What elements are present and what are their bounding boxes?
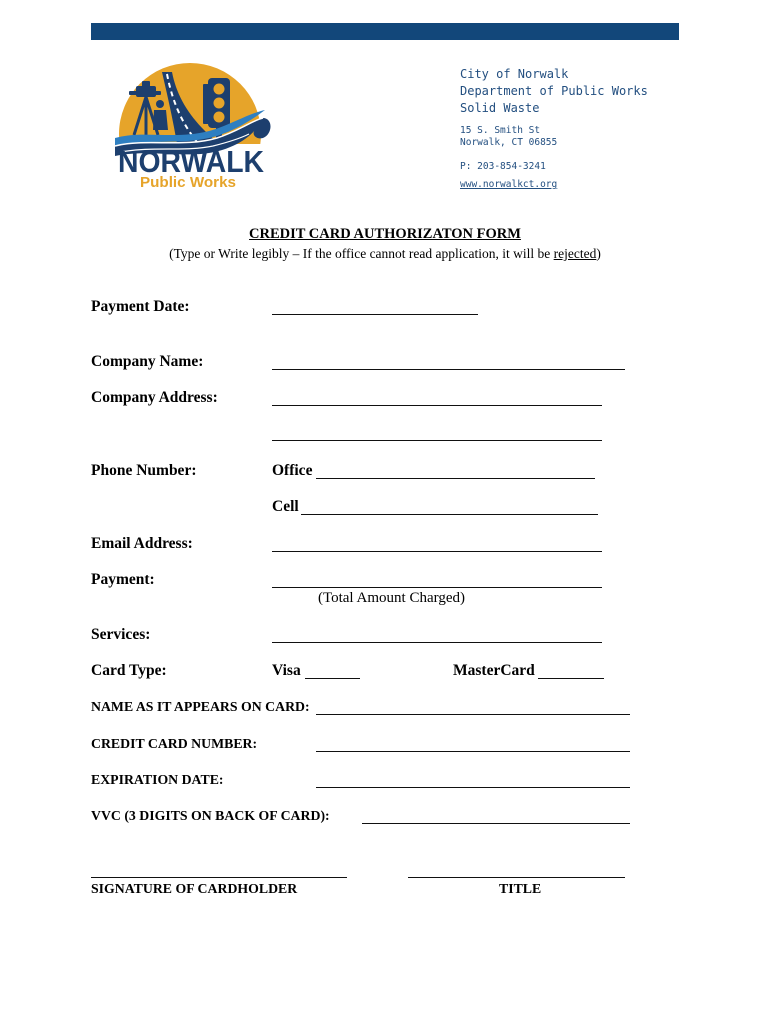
services-label: Services: [91,626,151,643]
total-amount-note: (Total Amount Charged) [318,590,465,606]
header-bar [91,23,679,40]
traffic-light-lamp-middle [214,98,225,109]
traffic-light-lamp-bottom [214,112,225,123]
org-city: City of Norwalk [460,67,569,81]
vvc-label: VVC (3 DIGITS ON BACK OF CARD): [91,808,330,823]
email-address-label: Email Address: [91,535,193,552]
surveyor-body [153,110,168,130]
norwalk-public-works-logo [113,58,273,194]
traffic-light-lamp-top [214,84,225,95]
expiration-date-field[interactable] [316,772,630,788]
logo-subtitle: Public Works [140,174,236,191]
payment-label: Payment: [91,571,155,588]
theodolite-body [136,86,156,97]
mastercard-option-label: MasterCard [453,662,535,679]
services-field[interactable] [272,627,602,643]
name-on-card-field[interactable] [316,699,630,715]
org-street: 15 S. Smith St [460,125,541,136]
visa-option-label: Visa [272,662,301,679]
instructions-text: (Type or Write legibly – If the office cannot read application, it will be [169,246,554,261]
surveyor-head [156,100,164,108]
office-phone-label: Office [272,462,313,479]
company-address-line1-field[interactable] [272,390,602,406]
phone-number-label: Phone Number: [91,462,197,479]
form-title [0,225,770,243]
payment-date-field[interactable] [272,299,478,315]
form-instructions [0,245,770,263]
org-department: Department of Public Works [460,84,648,98]
theodolite-knob [142,81,150,87]
cell-phone-label: Cell [272,498,299,515]
org-phone: P: 203-854-3241 [460,161,546,172]
payment-date-label: Payment Date: [91,298,190,315]
visa-option-field[interactable] [305,663,360,679]
card-number-field[interactable] [316,736,630,752]
expiration-date-label: EXPIRATION DATE: [91,772,224,787]
company-name-label: Company Name: [91,353,204,370]
company-name-field[interactable] [272,354,625,370]
title-field-label: TITLE [499,881,542,896]
vvc-field[interactable] [362,808,630,824]
card-number-label: CREDIT CARD NUMBER: [91,736,258,751]
org-website-link[interactable]: www.norwalkct.org [460,179,558,190]
company-address-line2-field[interactable] [272,425,602,441]
payment-amount-field[interactable] [272,572,602,588]
logo-wordmark: NORWALK [118,144,265,179]
card-type-label: Card Type: [91,662,167,679]
signature-field[interactable] [91,862,347,878]
instructions-closing: ) [596,246,601,261]
title-field[interactable] [408,862,625,878]
email-address-field[interactable] [272,536,602,552]
office-phone-field[interactable] [316,463,595,479]
mastercard-option-field[interactable] [538,663,604,679]
name-on-card-label: NAME AS IT APPEARS ON CARD: [91,699,310,714]
org-division: Solid Waste [460,101,540,115]
cell-phone-field[interactable] [301,499,598,515]
form-title-text: CREDIT CARD AUTHORIZATON FORM [249,226,521,242]
instructions-rejected-emphasis: rejected [553,246,597,261]
org-city-state-zip: Norwalk, CT 06855 [460,137,558,148]
company-address-label: Company Address: [91,389,218,406]
signature-label: SIGNATURE OF CARDHOLDER [91,881,298,896]
